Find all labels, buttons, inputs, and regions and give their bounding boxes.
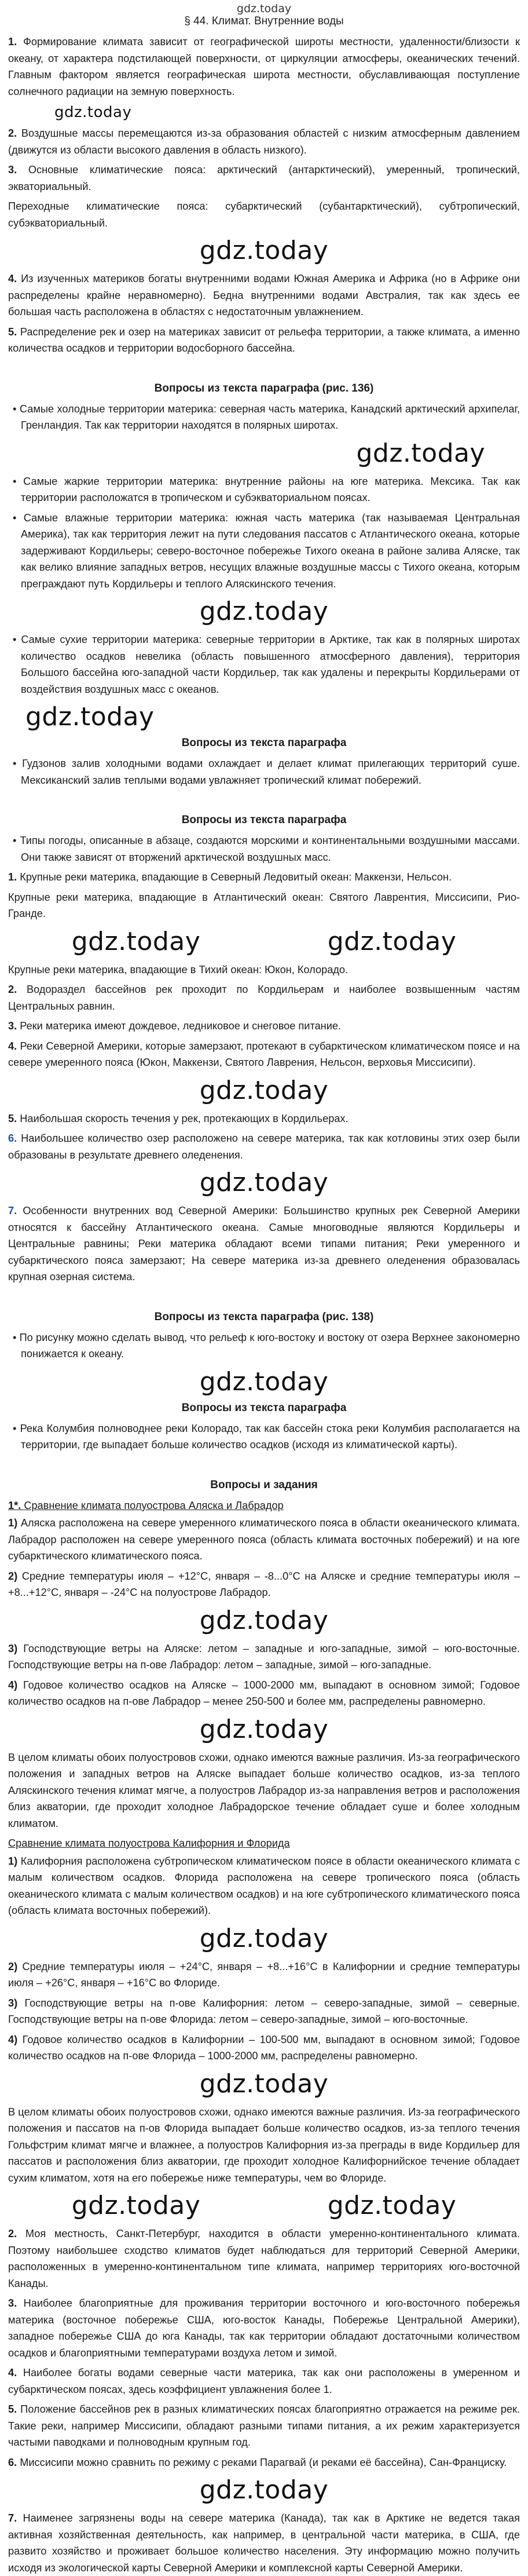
bullet-item: • Типы погоды, описанные в абзаце, создаются морскими и континентальными воздушными массами. Они также зависят от вторжений арктической воздушных масс. <box>13 835 520 863</box>
numbered-item <box>8 1995 520 2028</box>
item-number: 1*. <box>8 1499 21 1511</box>
watermark: gdz.today <box>199 1075 329 1105</box>
item-number: 5. <box>8 326 17 338</box>
item-number: 2) <box>8 1570 18 1582</box>
item-number: 3. <box>8 1020 17 1032</box>
numbered-item <box>8 1749 520 1832</box>
item-number: 1. <box>8 871 17 883</box>
numbered-item <box>8 1203 520 1285</box>
numbered-item <box>8 981 520 1014</box>
item-text: Самые сухие территории материка: северные территории в Арктике, так как в полярных широтах количество осадков невелика (область повышенного атмосферного давления), территория Большого бассейна юго-западной части Кордильер, так как удалены и перекрыты Кордильерами от воздействия воздушных масс с океанов. <box>21 634 520 695</box>
watermark: gdz.today <box>199 1923 329 1953</box>
item-text: В целом климаты обоих полуостровов схожи, однако имеются важные различия. Из-за географического положения и западных ветров на Аляске выпадает больше количество осадков, из-за теплого Аляскинского течения климат мягче, а полуостров Лабрадор из-за направления ветров и расположения близ акватории, где проходит холодное Лабрадорское течение обладает суше и более холодным климатом. <box>8 1751 520 1829</box>
item-number: 2. <box>8 2228 17 2239</box>
item-number: 7. <box>8 1205 17 1216</box>
watermark: gdz.today <box>356 438 485 468</box>
section-heading: Вопросы и задания <box>210 1478 318 1491</box>
item-text: Самые холодные территории материка: северная часть материка, Канадский арктический архипелаг, Гренландия. Так как территории находятся в полярных широтах. <box>19 403 520 431</box>
item-number: 6. <box>8 1132 17 1144</box>
item-number: 6. <box>8 2456 17 2468</box>
item-text: По рисунку можно сделать вывод, что рельеф к юго-востоку и востоку от озера Верхнее закономерно понижается к океану. <box>19 1331 520 1360</box>
item-text: Распределение рек и озер на материках зависит от рельефа территории, а также климата, а именно количества осадков и территории водосборного бассейна. <box>8 326 520 354</box>
watermark-row <box>8 2190 520 2222</box>
section-heading: Вопросы из текста параграфа (рис. 138) <box>154 1310 374 1323</box>
item-number: 4. <box>8 1040 17 1052</box>
section-heading: Вопросы из текста параграфа <box>181 814 347 826</box>
item-number: 3. <box>8 164 17 176</box>
item-text: Реки материка имеют дождевое, ледниковое и снеговое питание. <box>20 1020 342 1032</box>
bullet-item: • Самые холодные территории материка: северная часть материка, Канадский арктический архипелаг, Гренландия. Так как территории находятся в полярных широтах. <box>13 403 520 431</box>
item-text: Река Колумбия полноводнее реки Колорадо, так как бассейн стока реки Колумбия располагается на территории, где выпадает больше количество осадков (исходя из климатической карты). <box>20 1422 520 1450</box>
item-text: Наибольшая скорость течения у рек, протекающих в Кордильерах. <box>20 1112 349 1124</box>
item-text: Основные климатические пояса: арктический (антарктический), умеренный, тропический, экваториальный. <box>8 164 520 192</box>
item-text: Из изученных материков богаты внутренними водами Южная Америка и Африка (но в Африке они распределены крайне неравномерно). Бедна внутренними водами Австралия, так как здесь ее большая часть расположена в областях с недостаточным увлажнением. <box>8 273 520 317</box>
intro-item <box>8 198 520 231</box>
item-text: Миссисипи можно сравнить по режиму с реками Парагвай (и реками её бассейна), Сан-Франциску. <box>20 2456 507 2468</box>
bullet-item: • По рисунку можно сделать вывод, что рельеф к юго-востоку и востоку от озера Верхнее закономерно понижается к океану. <box>13 1331 520 1360</box>
watermark: gdz.today <box>199 1605 329 1635</box>
item-text: Сравнение климата полуострова Калифорния и Флорида <box>8 1837 290 1849</box>
watermark: gdz.today <box>199 1714 329 1744</box>
item-text: Самые влажные территории материка: южная часть материка (так называемая Центральная Америка), так как территория лежит на пути следования пассатов с Атлантического океана, которые задерживают Кордильеры; северо-восточное побережье Тихого океана в районе залива Аляске, так как велико влияние западных ветров, несущих влажные воздушные массы с Тихого океана, которым преграждают путь Кордильеры и теплого Аляскинского течения. <box>21 511 520 590</box>
watermark: gdz.today <box>199 597 329 626</box>
numbered-item <box>8 1853 520 1919</box>
item-number: 2. <box>8 127 17 139</box>
numbered-item <box>8 1515 520 1565</box>
item-number: 3. <box>8 2297 17 2309</box>
bullet-item: • Самые сухие территории материка: северные территории в Арктике, так как в полярных широтах количество осадков невелика (область повышенного атмосферного давления), территория Большого бассейна юго-западной части Кордильер, так как удалены и перекрыты Кордильерами от воздействия воздушных масс с океанов. <box>13 634 520 695</box>
numbered-item <box>8 2365 520 2398</box>
section-heading: Вопросы из текста параграфа (рис. 136) <box>154 382 374 394</box>
subsection-title <box>8 1835 520 1852</box>
bullet-item: • Гудзонов залив холодными водами охлаждает и делает климат прилегающих территорий суше. Мексиканский залив теплыми водами увлажняет тропический климат побережий. <box>13 758 520 786</box>
item-number: 1. <box>8 36 17 47</box>
numbered-item <box>8 1640 520 1674</box>
watermark: gdz.today <box>327 926 457 956</box>
item-text: Гудзонов залив холодными водами охлаждает и делает климат прилегающих территорий суше. Мексиканский залив теплыми водами увлажняет тропический климат побережий. <box>21 758 520 786</box>
item-text: Средние температуры июля – +12°С, января – -8...0°С на Аляске и средние температуры июля – +8...+12°С, января – -24°С на полуострове Лабрадор. <box>8 1570 520 1598</box>
intro-item <box>8 34 520 100</box>
item-number: 4) <box>8 1679 18 1691</box>
numbered-item <box>8 1038 520 1071</box>
watermark: gdz.today <box>199 1168 329 1197</box>
item-text: Типы погоды, описанные в абзаце, создаются морскими и континентальными воздушными массами. Они также зависят от вторжений арктической воздушных масс. <box>20 835 520 863</box>
item-text: Годовое количество осадков в Калифорнии – 100-500 мм, выпадают в основном зимой; Годовое количество осадков на п-ове Флорида – 1000-2000 мм, распределены равномерно. <box>8 2033 520 2062</box>
item-number: 3) <box>8 1642 18 1654</box>
watermark: gdz.today <box>327 2191 457 2220</box>
item-number: 5. <box>8 2403 17 2415</box>
item-text: Наибольшее количество озер расположено на севере материка, так как котловины этих озер были образованы в результате древнего оледенения. <box>8 1132 520 1161</box>
numbered-item <box>8 962 520 978</box>
numbered-item <box>8 2226 520 2292</box>
item-text: Крупные реки материка, впадающие в Тихий океан: Юкон, Колорадо. <box>8 963 349 975</box>
numbered-item <box>8 1677 520 1710</box>
item-text: В целом климаты обоих полуостровов схожи, однако имеются важные различия. Из-за географического положения и пассатов на п-ов Флорида выпадает больше количество осадков, из-за теплого течения Гольфстрим климат мягче и влажнее, а полуостров Калифорния из-за преграды в виде Кордильер для пассатов и расположения близ акватории, где проходит холодное Калифорнийское течение обладает сухим климатом, хотя на его побережье ниже температуры, чем во Флориде. <box>8 2106 520 2184</box>
item-number: 7. <box>8 2512 17 2524</box>
watermark: gdz.today <box>199 236 329 265</box>
item-number: 1) <box>8 1517 18 1529</box>
item-text: Наиболее благоприятные для проживания территории восточного и юго-восточного побережья материка (восточное побережье США, юго-восток Канады, Побережье Центральной Америки), западное побережье США до юга Канады, так как территории обладают достаточными количеством осадков и благоприятными температурами воздуха летом и зимой. <box>8 2297 520 2359</box>
item-text: Водораздел бассейнов рек проходит по Кордильерам и наиболее возвышенным частям Центральных равнин. <box>8 984 520 1012</box>
item-text: Самые жаркие территории материка: внутренние районы на юге материка. Мексика. Так как территории расположатся в тропическом и субэкваториальном поясах. <box>21 475 520 503</box>
numbered-item <box>8 1110 520 1127</box>
intro-item <box>8 162 520 195</box>
item-text: Крупные реки материка, впадающие в Атлантический океан: Святого Лаврентия, Миссисипи, Рио-Гранде. <box>8 891 520 919</box>
numbered-item <box>8 2031 520 2065</box>
watermark: gdz.today <box>199 2069 329 2099</box>
item-number: 2) <box>8 1960 18 1972</box>
numbered-item <box>8 2510 520 2576</box>
numbered-item <box>8 2295 520 2361</box>
watermark: gdz.today <box>199 1366 329 1397</box>
item-text: Аляска расположена на севере умеренного климатического пояса в области океанического климата. Лабрадор расположен на севере умеренного пояса (область климата восточных побережий) и на юге субарктического климатического пояса. <box>8 1517 520 1562</box>
watermark: gdz.today <box>54 104 132 121</box>
item-text: Особенности внутренних вод Северной Америки: Большинство крупных рек Северной Америки относятся к бассейну Атлантического океана. Самые многоводные являются Кордильеры и Центральные равнины; Реки материка обладают всеми типами питания; Реки умеренного и субарктического пояса замерзают; На севере материка из-за древнего оледенения образовалась крупная озерная система. <box>8 1205 520 1282</box>
item-number: 4. <box>8 273 17 284</box>
item-text: Положение бассейнов рек в разных климатических поясах благоприятно отражается на режиме рек. Такие реки, например Миссисипи, обладают разными типами питания, а их режим характеризуется частыми паводками и полноводным крупным год. <box>8 2403 520 2448</box>
numbered-item <box>8 1130 520 1163</box>
watermark: gdz.today <box>25 702 155 732</box>
item-text: Годовое количество осадков на Аляске – 1000-2000 мм, выпадают в основном зимой; Годовое количество осадков на п-ове Лабрадор – менее 250-500 и более мм, распределены равномерно. <box>8 1679 520 1707</box>
numbered-item <box>8 1568 520 1601</box>
watermark: gdz.today <box>71 2191 201 2220</box>
subsection-title <box>8 1497 520 1514</box>
numbered-item <box>8 2104 520 2187</box>
watermark-row <box>8 926 520 958</box>
item-text: Крупные реки материка, впадающие в Северный Ледовитый океан: Маккензи, Нельсон. <box>20 871 452 883</box>
item-number: 5. <box>8 1112 17 1124</box>
numbered-item <box>8 869 520 886</box>
item-number: 2. <box>8 984 17 995</box>
item-text: Средние температуры июля – +24°С, января – +8...+16°С в Калифорнии и средние температуры июля – +26°С, января – +16°С во Флориде. <box>8 1960 520 1989</box>
item-number: 1) <box>8 1855 18 1867</box>
item-text: Наименее загрязнены воды на севере материка (Канада), так как в Арктике не ведется такая активная хозяйственная деятельность, как например, в центральной части материка, в США, где развито хозяйство и проживает большое количество населения. Эту информацию можно получить исходя из экологической карты Северной Америки и комплексной карты Северной Америки. <box>8 2512 520 2574</box>
item-number: 4) <box>8 2033 18 2045</box>
bullet-item: • Самые жаркие территории материка: внутренние районы на юге материка. Мексика. Так как территории расположатся в тропическом и субэкваториальном поясах. <box>13 475 520 503</box>
item-number: 4. <box>8 2367 17 2378</box>
numbered-item <box>8 889 520 922</box>
watermark: gdz.today <box>199 2475 329 2505</box>
item-text: Переходные климатические пояса: субарктический (субантарктический), субтропический, субэкваториальный. <box>8 200 520 229</box>
intro-item <box>8 271 520 320</box>
item-text: Наиболее богаты водами северные части материка, так как они расположены в умеренном и субарктическом поясах, здесь коэффициент увлажнения более 1. <box>8 2367 520 2395</box>
item-text: Моя местность, Санкт-Петербург, находится в области умеренно-континентального климата. Поэтому наибольшее сходство климатов будет наблюдаться для территорий Северной Америки, расположенных в умеренно-континентальном типе климата, например территориях юго-восточной Канады. <box>8 2228 520 2289</box>
item-text: Формирование климата зависит от географической широты местности, удаленности/близости к океану, от характера подстилающей поверхности, от циркуляции атмосферы, океанических течений. Главным фактором является географическая широта местности, обуславливающая поступление солнечного радиации на земную поверхность. <box>8 36 520 97</box>
bullet-item: • Самые влажные территории материка: южная часть материка (так называемая Центральная Америка), так как территория лежит на пути следования пассатов с Атлантического океана, которые задерживают Кордильеры; северо-восточное побережье Тихого океана в районе залива Аляске, так как велико влияние западных ветров, несущих влажные воздушные массы с Тихого океана, которым преграждают путь Кордильеры и теплого Аляскинского течения. <box>13 511 520 590</box>
numbered-item <box>8 1018 520 1035</box>
intro-item <box>8 324 520 357</box>
item-text: Сравнение климата полуострова Аляска и Лабрадор <box>24 1499 284 1511</box>
watermark: gdz.today <box>71 926 201 956</box>
section-heading: Вопросы из текста параграфа <box>181 737 347 749</box>
numbered-item <box>8 2454 520 2471</box>
item-text: Воздушные массы перемещаются из-за образования областей с низким атмосферным давлением (движутся из области высокого давления в область низкого). <box>8 127 520 156</box>
site-name-header[interactable]: gdz.today <box>236 2 292 15</box>
numbered-item <box>8 1959 520 1992</box>
item-text: Калифорния расположена субтропическом климатическом поясе в области океанического климата с малым количеством осадков. Флорида расположена на севере тропического пояса (область океанического климата с малым количеством осадков) и на юге субтропического климатического пояса (область климата восточных побережий). <box>8 1855 520 1916</box>
page-title: § 44. Климат. Внутренние воды <box>184 15 344 27</box>
item-text: Господствующие ветры на п-ове Калифорния: летом – северо-западные, зимой – северные. Господствующие ветры на п-ове Флорида: летом – северо-западные, зимой – юго-восточные. <box>8 1997 520 2025</box>
item-number: 3) <box>8 1997 18 2009</box>
intro-item <box>8 125 520 158</box>
item-text: Господствующие ветры на Аляске: летом – западные и юго-западные, зимой – юго-восточные. Господствующие ветры на п-ове Лабрадор: летом – западные, зимой – юго-западные. <box>8 1642 520 1671</box>
numbered-item <box>8 2401 520 2451</box>
bullet-item: • Река Колумбия полноводнее реки Колорадо, так как бассейн стока реки Колумбия располагается на территории, где выпадает больше количество осадков (исходя из климатической карты). <box>13 1422 520 1450</box>
section-heading: Вопросы из текста параграфа <box>181 1401 347 1414</box>
item-text: Реки Северной Америки, которые замерзают, протекают в субарктическом климатическом поясе и на севере умеренного пояса (Юкон, Маккензи, Святого Лаврения, Нельсон, верховья Миссисипи). <box>8 1040 520 1068</box>
